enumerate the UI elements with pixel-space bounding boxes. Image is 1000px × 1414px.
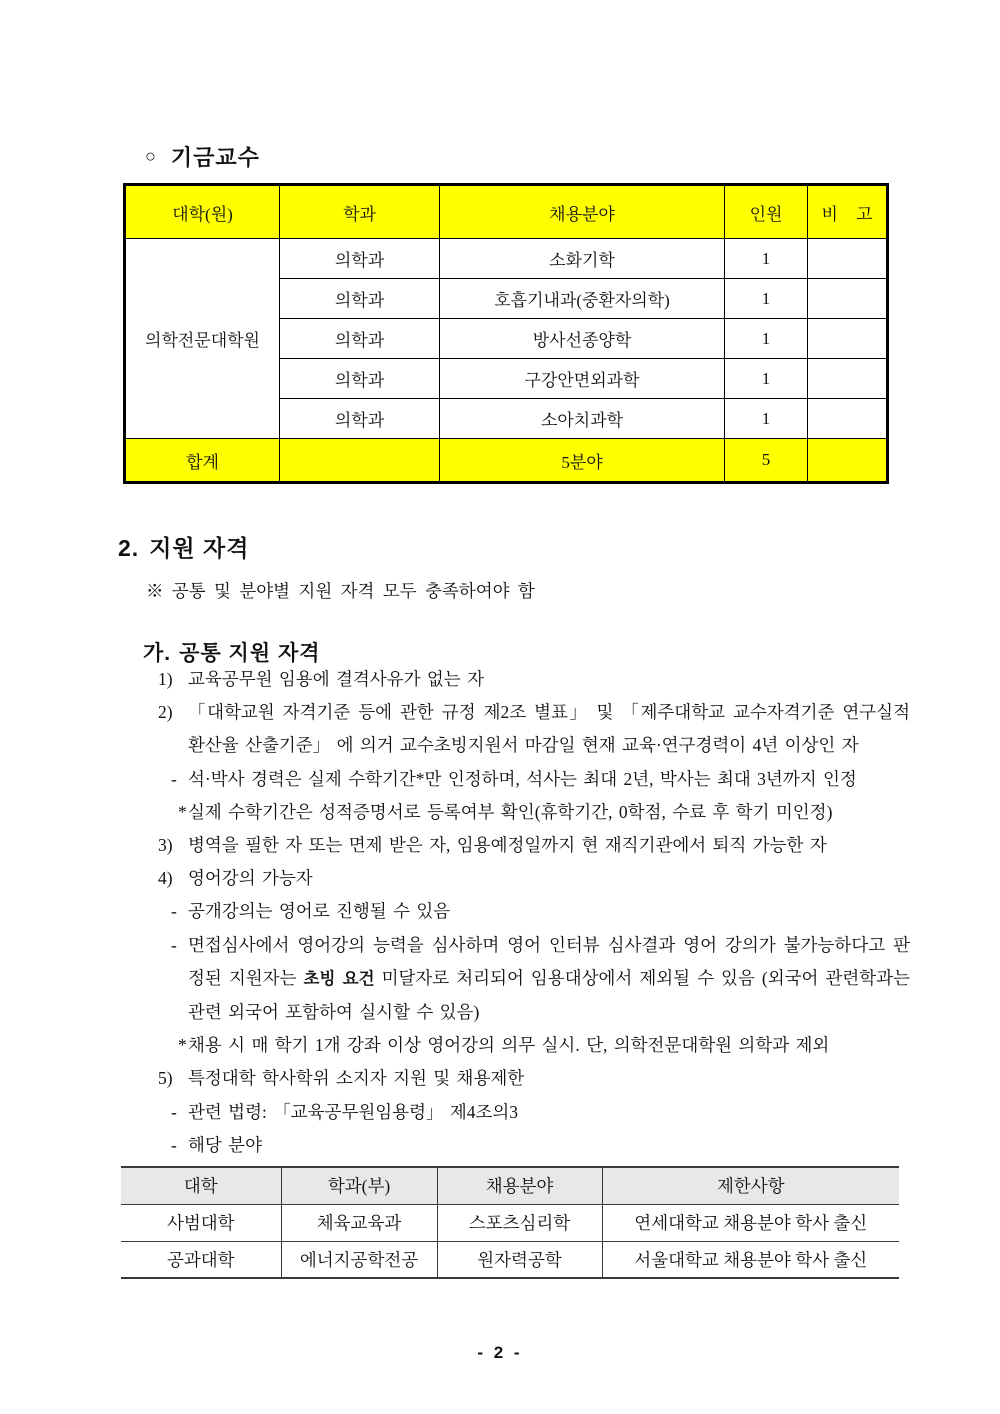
list-item <box>158 1029 910 1062</box>
count-cell: 1 <box>725 239 808 279</box>
subsection-title: 공통 지원 자격 <box>179 642 321 665</box>
total-field-cell: 5분야 <box>440 439 725 483</box>
item-text: 해당 분야 <box>188 1134 262 1155</box>
univ-cell: 공과대학 <box>121 1241 281 1278</box>
note-cell <box>808 359 888 399</box>
count-cell: 1 <box>725 319 808 359</box>
item-text: 공개강의는 영어로 진행될 수 있음 <box>188 901 451 922</box>
note-cell <box>808 279 888 319</box>
table-row <box>125 239 888 279</box>
univ-cell: 사범대학 <box>121 1204 281 1241</box>
item-text: 「대학교원 자격기준 등에 관한 규정 제2조 별표」 및 「제주대학교 교수자격기준 연구실적 환산율 산출기준」 에 의거 교수초빙지원서 마감일 현재 교육·연구경력이 4년 이상인 자 <box>188 702 910 756</box>
field-cell: 원자력공학 <box>437 1241 602 1278</box>
circle-bullet-icon: ○ <box>145 146 157 166</box>
item-marker: 3) <box>158 835 173 856</box>
dept-cell: 의학과 <box>280 359 440 399</box>
item-text: 영어강의 가능자 <box>188 868 313 889</box>
item-marker: - <box>171 901 177 922</box>
header-dept: 학과(부) <box>281 1167 437 1204</box>
item-text: 석·박사 경력은 실제 수학기간*만 인정하며, 석사는 최대 2년, 박사는 최대 3년까지 인정 <box>188 768 857 789</box>
header-limit: 제한사항 <box>602 1167 899 1204</box>
item-marker: - <box>171 934 177 955</box>
item-text: 채용 시 매 학기 1개 강좌 이상 영어강의 의무 실시. 단, 의학전문대학원 의학과 제외 <box>188 1035 830 1056</box>
item-text-segment: 면접심사에서 영어강의 능력을 심사하며 영어 인터뷰 심사결과 영어 강의가 불가능하다고 판정된 지원자는 <box>188 934 910 988</box>
item-text-segment: 미달자로 처리되어 임용대상에서 제외될 수 있음 (외국어 관련학과는 관련 외국어 포함하여 실시할 수 있음) <box>188 967 911 1023</box>
list-item <box>158 1062 910 1095</box>
list-item <box>158 663 910 696</box>
count-cell: 1 <box>725 279 808 319</box>
header-field: 채용분야 <box>440 185 725 239</box>
group-label-cell: 의학전문대학원 <box>125 239 280 439</box>
item-text <box>188 929 910 1030</box>
item-marker: 5) <box>158 1068 173 1089</box>
dept-cell: 에너지공학전공 <box>281 1241 437 1278</box>
field-cell: 소아치과학 <box>440 399 725 439</box>
section-number: 2. <box>118 535 140 561</box>
header-univ: 대학(원) <box>125 185 280 239</box>
header-count: 인원 <box>725 185 808 239</box>
dept-cell: 체육교육과 <box>281 1204 437 1241</box>
field-cell: 호흡기내과(중환자의학) <box>440 279 725 319</box>
header-dept: 학과 <box>280 185 440 239</box>
item-marker: 1) <box>158 669 173 689</box>
list-item <box>158 796 910 829</box>
field-cell: 방사선종양학 <box>440 319 725 359</box>
list-item <box>158 929 910 1030</box>
qualification-section-heading <box>118 530 249 563</box>
item-marker: * <box>178 801 187 822</box>
funding-positions-table <box>123 183 889 484</box>
item-marker: - <box>171 1101 177 1122</box>
item-marker: - <box>171 1134 177 1155</box>
dept-cell: 의학과 <box>280 279 440 319</box>
item-text: 특정대학 학사학위 소지자 지원 및 채용제한 <box>188 1068 525 1089</box>
total-dept-cell <box>280 439 440 483</box>
item-text-bold-segment: 초빙 요건 <box>303 969 375 988</box>
header-field: 채용분야 <box>437 1167 602 1204</box>
list-item <box>158 862 910 895</box>
section-title: 지원 자격 <box>149 535 250 561</box>
total-count-cell: 5 <box>725 439 808 483</box>
item-marker: 4) <box>158 868 173 889</box>
total-note-cell <box>808 439 888 483</box>
list-item <box>158 1129 910 1162</box>
header-univ: 대학 <box>121 1167 281 1204</box>
subsection-number: 가. <box>143 642 172 665</box>
funding-section-heading <box>145 141 260 172</box>
note-cell <box>808 239 888 279</box>
field-cell: 스포츠심리학 <box>437 1204 602 1241</box>
field-cell: 구강안면외과학 <box>440 359 725 399</box>
list-item <box>158 696 910 762</box>
table-row <box>121 1204 899 1241</box>
table-row <box>121 1241 899 1278</box>
list-item <box>158 895 910 928</box>
restriction-header-row <box>121 1167 899 1204</box>
item-text: 관련 법령: 「교육공무원임용령」 제4조의3 <box>188 1101 519 1122</box>
item-text: 병역을 필한 자 또는 면제 받은 자, 임용예정일까지 현 재직기관에서 퇴직 가능한 자 <box>188 835 827 856</box>
qualification-list <box>158 663 910 1162</box>
list-item <box>158 829 910 862</box>
header-note: 비 고 <box>808 185 888 239</box>
item-marker: 2) <box>158 702 173 723</box>
field-cell: 소화기학 <box>440 239 725 279</box>
page-number: - 2 - <box>477 1343 523 1362</box>
qualification-note: ※ 공통 및 분야별 지원 자격 모두 충족하여야 함 <box>146 581 535 601</box>
funding-section-title: 기금교수 <box>170 145 260 170</box>
total-row <box>125 439 888 483</box>
list-item <box>158 763 910 796</box>
note-cell <box>808 399 888 439</box>
restriction-table <box>121 1166 899 1279</box>
note-cell <box>808 319 888 359</box>
item-text: 실제 수학기간은 성적증명서로 등록여부 확인(휴학기간, 0학점, 수료 후 학기 미인정) <box>188 801 833 822</box>
item-text: 교육공무원 임용에 결격사유가 없는 자 <box>188 669 484 689</box>
item-marker: * <box>178 1035 187 1056</box>
count-cell: 1 <box>725 399 808 439</box>
dept-cell: 의학과 <box>280 319 440 359</box>
funding-table-header-row <box>125 185 888 239</box>
count-cell: 1 <box>725 359 808 399</box>
limit-cell: 연세대학교 채용분야 학사 출신 <box>602 1204 899 1241</box>
limit-cell: 서울대학교 채용분야 학사 출신 <box>602 1241 899 1278</box>
item-marker: - <box>171 768 177 789</box>
dept-cell: 의학과 <box>280 239 440 279</box>
list-item <box>158 1096 910 1129</box>
dept-cell: 의학과 <box>280 399 440 439</box>
total-label-cell: 합계 <box>125 439 280 483</box>
